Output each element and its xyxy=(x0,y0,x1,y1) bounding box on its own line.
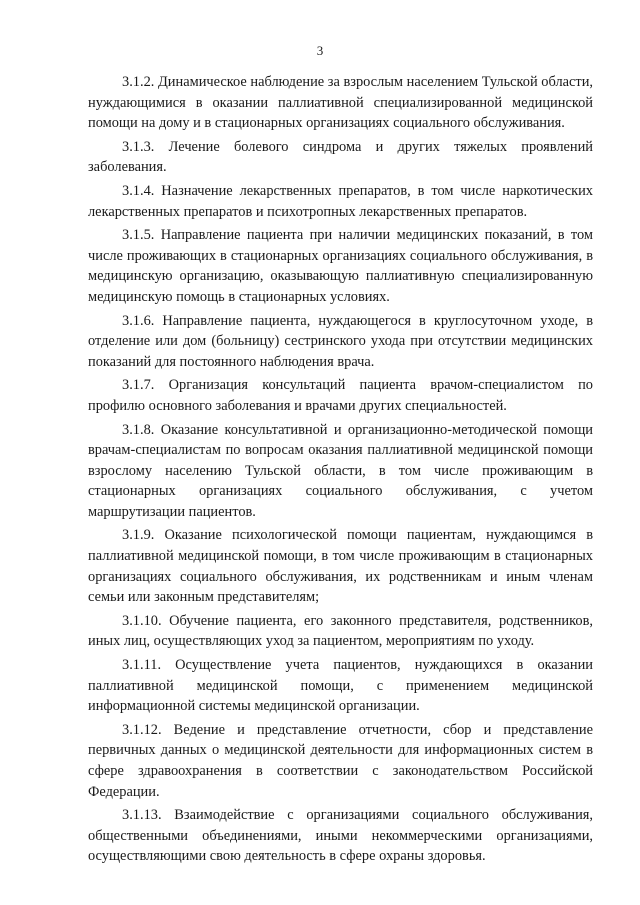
paragraph-3-1-8: 3.1.8. Оказание консультативной и организационно-методической помощи врачам-специалистам по вопросам оказания паллиативной медицинской помощи взрослому населению Тульской области, в том числе проживающим в стационарных организациях социального обслуживания, с учетом маршрутизации пациентов. xyxy=(88,421,593,520)
paragraph-3-1-9: 3.1.9. Оказание психологической помощи пациентам, нуждающимся в паллиативной медицинской помощи, в том числе проживающим в стационарных организациях социального обслуживания, их родственникам и иным членам семьи или законным представителям; xyxy=(88,527,593,606)
paragraph-3-1-11: 3.1.11. Осуществление учета пациентов, нуждающихся в оказании паллиативной медицинской помощи, с применением медицинской информационной системы медицинской организации. xyxy=(88,657,593,715)
paragraph-3-1-4: 3.1.4. Назначение лекарственных препаратов, в том числе наркотических лекарственных препаратов и психотропных лекарственных препаратов. xyxy=(88,182,593,220)
document-body xyxy=(88,72,593,870)
paragraph-3-1-6: 3.1.6. Направление пациента, нуждающегося в круглосуточном уходе, в отделение или дом (больницу) сестринского ухода при отсутствии медицинских показаний для постоянного наблюдения врача. xyxy=(88,312,593,370)
page-number: 3 xyxy=(316,43,324,58)
paragraph-3-1-5: 3.1.5. Направление пациента при наличии медицинских показаний, в том числе проживающих в стационарных организациях социального обслуживания, в медицинскую организацию, оказывающую паллиативную специализированную медицинскую помощь в стационарных условиях. xyxy=(88,227,593,305)
paragraph-3-1-3: 3.1.3. Лечение болевого синдрома и других тяжелых проявлений заболевания. xyxy=(88,138,593,176)
paragraph-3-1-13: 3.1.13. Взаимодействие с организациями социального обслуживания, общественными объединениями, иными некоммерческими организациями, осуществляющими свою деятельность в сфере охраны здоровья. xyxy=(88,807,593,865)
paragraph-3-1-7: 3.1.7. Организация консультаций пациента врачом-специалистом по профилю основного заболевания и врачами других специальностей. xyxy=(88,377,593,414)
paragraph-3-1-10: 3.1.10. Обучение пациента, его законного представителя, родственников, иных лиц, осуществляющих уход за пациентом, мероприятиям по уходу. xyxy=(88,612,593,650)
paragraph-3-1-12: 3.1.12. Ведение и представление отчетности, сбор и представление первичных данных о медицинской деятельности для информационных систем в сфере здравоохранения в соответствии с законодательством Российской Федерации. xyxy=(88,721,593,800)
paragraph-3-1-2: 3.1.2. Динамическое наблюдение за взрослым населением Тульской области, нуждающимися в оказании паллиативной специализированной медицинской помощи на дому и в стационарных организациях социального обслуживания. xyxy=(88,74,593,132)
